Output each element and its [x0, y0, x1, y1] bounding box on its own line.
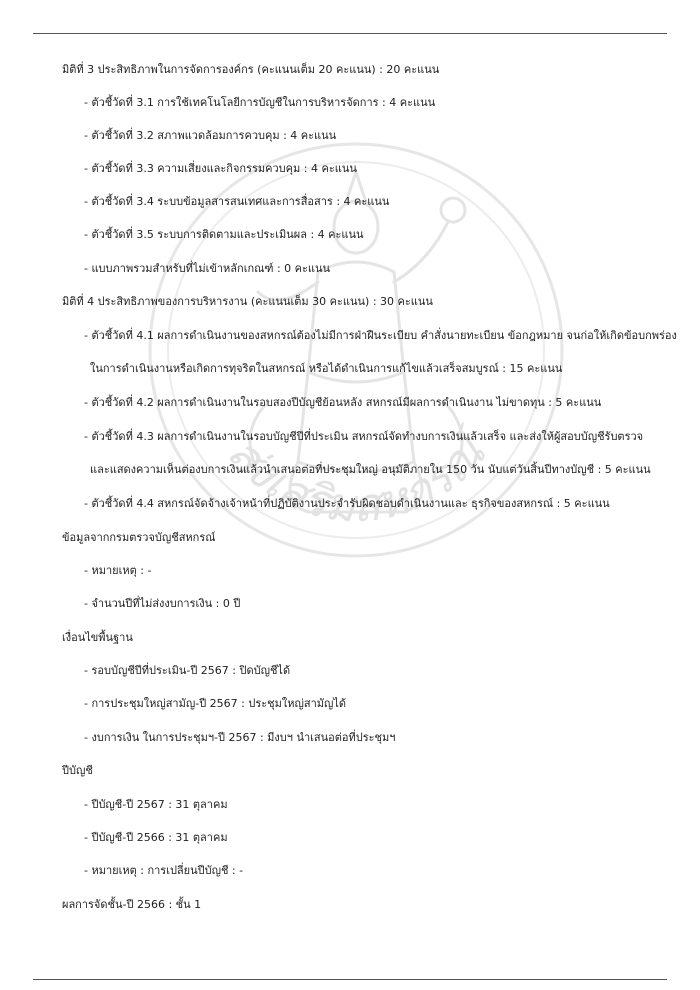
- list-item: - จำนวนปีที่ไม่ส่งงบการเงิน : 0 ปี: [84, 597, 241, 610]
- section-heading: ผลการจัดชั้น-ปี 2566 : ชั้น 1: [62, 898, 202, 911]
- list-item: ในการดำเนินงานหรือเกิดการทุจริตในสหกรณ์ หรือได้ดำเนินการแก้ไขแล้วเสร็จสมบูรณ์ : 15 คะแนน: [90, 362, 563, 375]
- section-heading: มิติที่ 4 ประสิทธิภาพของการบริหารงาน (คะแนนเต็ม 30 คะแนน) : 30 คะแนน: [62, 295, 433, 308]
- list-item: - หมายเหตุ : การเปลี่ยนปีบัญชี : -: [84, 864, 244, 877]
- list-item: - ตัวชี้วัดที่ 3.1 การใช้เทคโนโลยีการบัญชีในการบริหารจัดการ : 4 คะแนน: [84, 96, 436, 109]
- section-heading: เงื่อนไขพื้นฐาน: [62, 631, 133, 644]
- list-item: - ตัวชี้วัดที่ 3.4 ระบบข้อมูลสารสนเทศและการสื่อสาร : 4 คะแนน: [84, 195, 390, 208]
- list-item: - รอบบัญชีปีที่ประเมิน-ปี 2567 : ปิดบัญชีได้: [84, 664, 291, 677]
- list-item: - หมายเหตุ : -: [84, 564, 152, 577]
- list-item: - ปีบัญชี-ปี 2566 : 31 ตุลาคม: [84, 831, 228, 844]
- list-item: และแสดงความเห็นต่องบการเงินแล้วนำเสนอต่อที่ประชุมใหญ่ อนุมัติภายใน 150 วัน นับแต่วันสิ้นปีทางบัญชี : 5 คะแนน: [90, 463, 651, 476]
- list-item: - ตัวชี้วัดที่ 3.3 ความเสี่ยงและกิจกรรมควบคุม : 4 คะแนน: [84, 162, 357, 175]
- list-item: - ตัวชี้วัดที่ 3.2 สภาพแวดล้อมการควบคุม : 4 คะแนน: [84, 129, 337, 142]
- list-item: - งบการเงิน ในการประชุมฯ-ปี 2567 : มีงบฯ นำเสนอต่อที่ประชุมฯ: [84, 731, 396, 744]
- svg-text:ส่งเสริมสหกรณ์: ส่งเสริมสหกรณ์: [217, 425, 496, 533]
- list-item: - ตัวชี้วัดที่ 4.1 ผลการดำเนินงานของสหกรณ์ต้องไม่มีการฝ่าฝืนระเบียบ คำสั่งนายทะเบียน ข้อกฎหมาย จนก่อให้เกิดข้อบกพร่อง: [84, 329, 677, 342]
- list-item: - ตัวชี้วัดที่ 4.4 สหกรณ์จัดจ้างเจ้าหน้าที่ปฏิบัติงานประจำรับผิดชอบดำเนินงานและ ธุรกิจของสหกรณ์ : 5 คะแนน: [84, 497, 610, 510]
- section-heading: ปีบัญชี: [62, 764, 93, 777]
- list-item: - ปีบัญชี-ปี 2567 : 31 ตุลาคม: [84, 798, 228, 811]
- list-item: - แบบภาพรวมสำหรับที่ไม่เข้าหลักเกณฑ์ : 0 คะแนน: [84, 262, 331, 275]
- list-item: - ตัวชี้วัดที่ 4.2 ผลการดำเนินงานในรอบสองปีบัญชีย้อนหลัง สหกรณ์มีผลการดำเนินงาน ไม่ขาดทุน : 5 คะแนน: [84, 396, 602, 409]
- top-rule: [33, 33, 667, 34]
- list-item: - ตัวชี้วัดที่ 4.3 ผลการดำเนินงานในรอบบัญชีปีที่ประเมิน สหกรณ์จัดทำงบการเงินแล้วเสร็จ และส่งให้ผู้สอบบัญชีรับตรวจ: [84, 430, 644, 443]
- bottom-rule: [33, 979, 667, 980]
- list-item: - ตัวชี้วัดที่ 3.5 ระบบการติดตามและประเมินผล : 4 คะแนน: [84, 228, 364, 241]
- section-heading: มิติที่ 3 ประสิทธิภาพในการจัดการองค์กร (คะแนนเต็ม 20 คะแนน) : 20 คะแนน: [62, 63, 440, 76]
- section-heading: ข้อมูลจากกรมตรวจบัญชีสหกรณ์: [62, 531, 216, 544]
- list-item: - การประชุมใหญ่สามัญ-ปี 2567 : ประชุมใหญ่สามัญได้: [84, 697, 347, 710]
